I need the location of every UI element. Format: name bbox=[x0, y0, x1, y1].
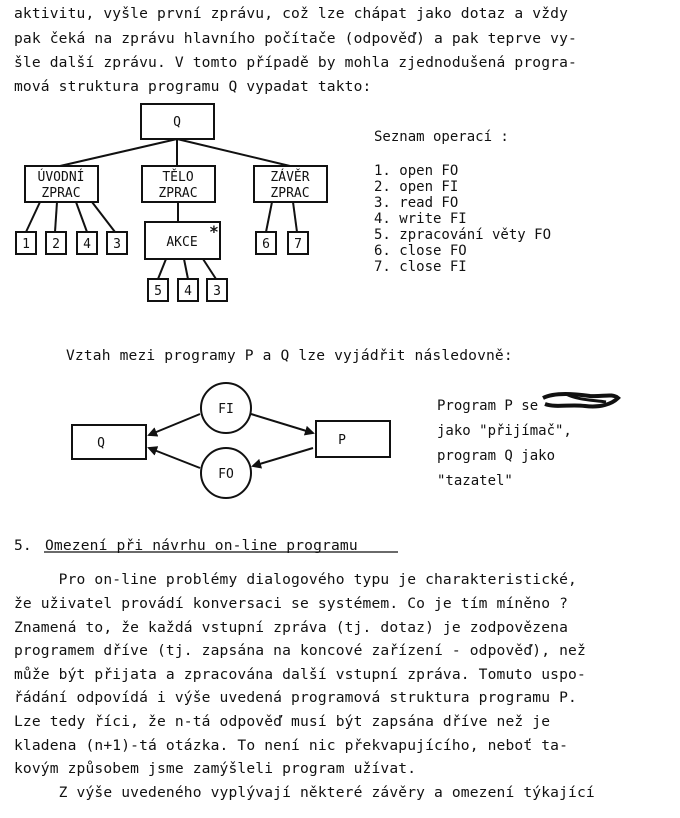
operation-item: 7. close FI bbox=[374, 259, 467, 275]
op-leaf: 2 bbox=[52, 237, 60, 252]
program-q-label: Q bbox=[97, 436, 105, 451]
text-line: Pro on-line problémy dialogového typu je charakteristické, bbox=[14, 571, 577, 588]
op-leaf: 3 bbox=[213, 284, 221, 299]
file-fi-label: FI bbox=[218, 402, 234, 417]
program-p-box bbox=[316, 421, 390, 457]
text-line: mová struktura programu Q vypadat takto: bbox=[14, 78, 372, 95]
text-line: řádání odpovídá i výše uvedená programová struktura programu P. bbox=[14, 689, 577, 706]
operation-item: 4. write FI bbox=[374, 211, 467, 227]
op-leaf: 3 bbox=[113, 237, 121, 252]
op-leaf: 7 bbox=[294, 237, 302, 252]
note-line: Program P se bbox=[437, 398, 539, 414]
text-line: může být přijata a zpracována další vstupní zpráva. Tomuto uspo- bbox=[14, 666, 586, 683]
operation-item: 2. open FI bbox=[374, 179, 459, 195]
relation-sentence: Vztah mezi programy P a Q lze vyjádřit následovně: bbox=[66, 347, 513, 364]
node-label: ZÁVĚR bbox=[270, 170, 310, 185]
op-leaf: 1 bbox=[22, 237, 30, 252]
program-p-label: P bbox=[338, 433, 346, 448]
text-line: kladena (n+1)-tá otázka. To není nic překvapujícího, neboť ta- bbox=[14, 737, 569, 754]
uvodni-ops bbox=[16, 232, 127, 254]
node-q bbox=[141, 104, 214, 139]
text-line: programem dříve (tj. zapsána na koncové zařízení - odpověď), než bbox=[14, 642, 586, 659]
node-q-label: Q bbox=[173, 115, 181, 130]
text-line: Lze tedy říci, že n-tá odpověď musí být zapsána dříve než je bbox=[14, 713, 551, 730]
text-line: šle další zprávu. V tomto případě by mohla zjednodušená progra- bbox=[14, 54, 577, 71]
operations-title: Seznam operací : bbox=[374, 129, 509, 145]
op-leaf: 5 bbox=[154, 284, 162, 299]
operation-item: 6. close FO bbox=[374, 243, 467, 259]
operation-item: 5. zpracování věty FO bbox=[374, 227, 552, 243]
node-label: TĚLO bbox=[162, 170, 194, 185]
node-akce bbox=[145, 222, 220, 259]
text-line: pak čeká na zprávu hlavního počítače (odpověď) a pak teprve vy- bbox=[14, 30, 577, 47]
op-leaf: 6 bbox=[262, 237, 270, 252]
section-number: 5. bbox=[14, 537, 32, 554]
op-leaf: 4 bbox=[83, 237, 91, 252]
text-line: Znamená to, že každá vstupní zpráva (tj. dotaz) je zodpovězena bbox=[14, 619, 569, 636]
program-q-box bbox=[72, 425, 146, 459]
arrow-p-to-fo bbox=[253, 448, 313, 466]
flow-diagram bbox=[72, 383, 390, 498]
operation-item: 3. read FO bbox=[374, 195, 459, 211]
operation-item: 1. open FO bbox=[374, 163, 459, 179]
op-leaf: 4 bbox=[184, 284, 192, 299]
note-line: "tazatel" bbox=[437, 473, 513, 489]
text-line: že uživatel provádí konversaci se systémem. Co je tím míněno ? bbox=[14, 595, 569, 612]
note-line: jako "přijímač", bbox=[437, 423, 572, 439]
strikeout-scribble bbox=[543, 394, 618, 407]
note-line: program Q jako bbox=[437, 448, 556, 464]
node-telo bbox=[142, 166, 215, 202]
node-label: ZPRAC bbox=[41, 186, 81, 201]
node-akce-label: AKCE bbox=[166, 235, 198, 250]
arrow-fi-to-q bbox=[149, 414, 200, 435]
file-fo-label: FO bbox=[218, 467, 234, 482]
arrow-fo-to-q bbox=[149, 448, 200, 468]
text-line: aktivitu, vyšle první zprávu, což lze chápat jako dotaz a vždy bbox=[14, 5, 569, 22]
node-zaver bbox=[254, 166, 327, 202]
zaver-ops bbox=[256, 232, 308, 254]
arrow-fi-to-p bbox=[251, 414, 313, 433]
node-label: ÚVODNÍ bbox=[37, 170, 85, 185]
section-title: Omezení při návrhu on-line programu bbox=[45, 537, 358, 554]
akce-ops bbox=[148, 279, 227, 301]
node-label: ZPRAC bbox=[158, 186, 198, 201]
node-uvodni bbox=[25, 166, 98, 202]
text-line: Z výše uvedeného vyplývají některé závěry a omezení týkající bbox=[14, 784, 595, 801]
text-line: kovým způsobem jsme zamýšleli program užívat. bbox=[14, 760, 417, 777]
iteration-mark: * bbox=[209, 222, 219, 241]
node-label: ZPRAC bbox=[270, 186, 310, 201]
